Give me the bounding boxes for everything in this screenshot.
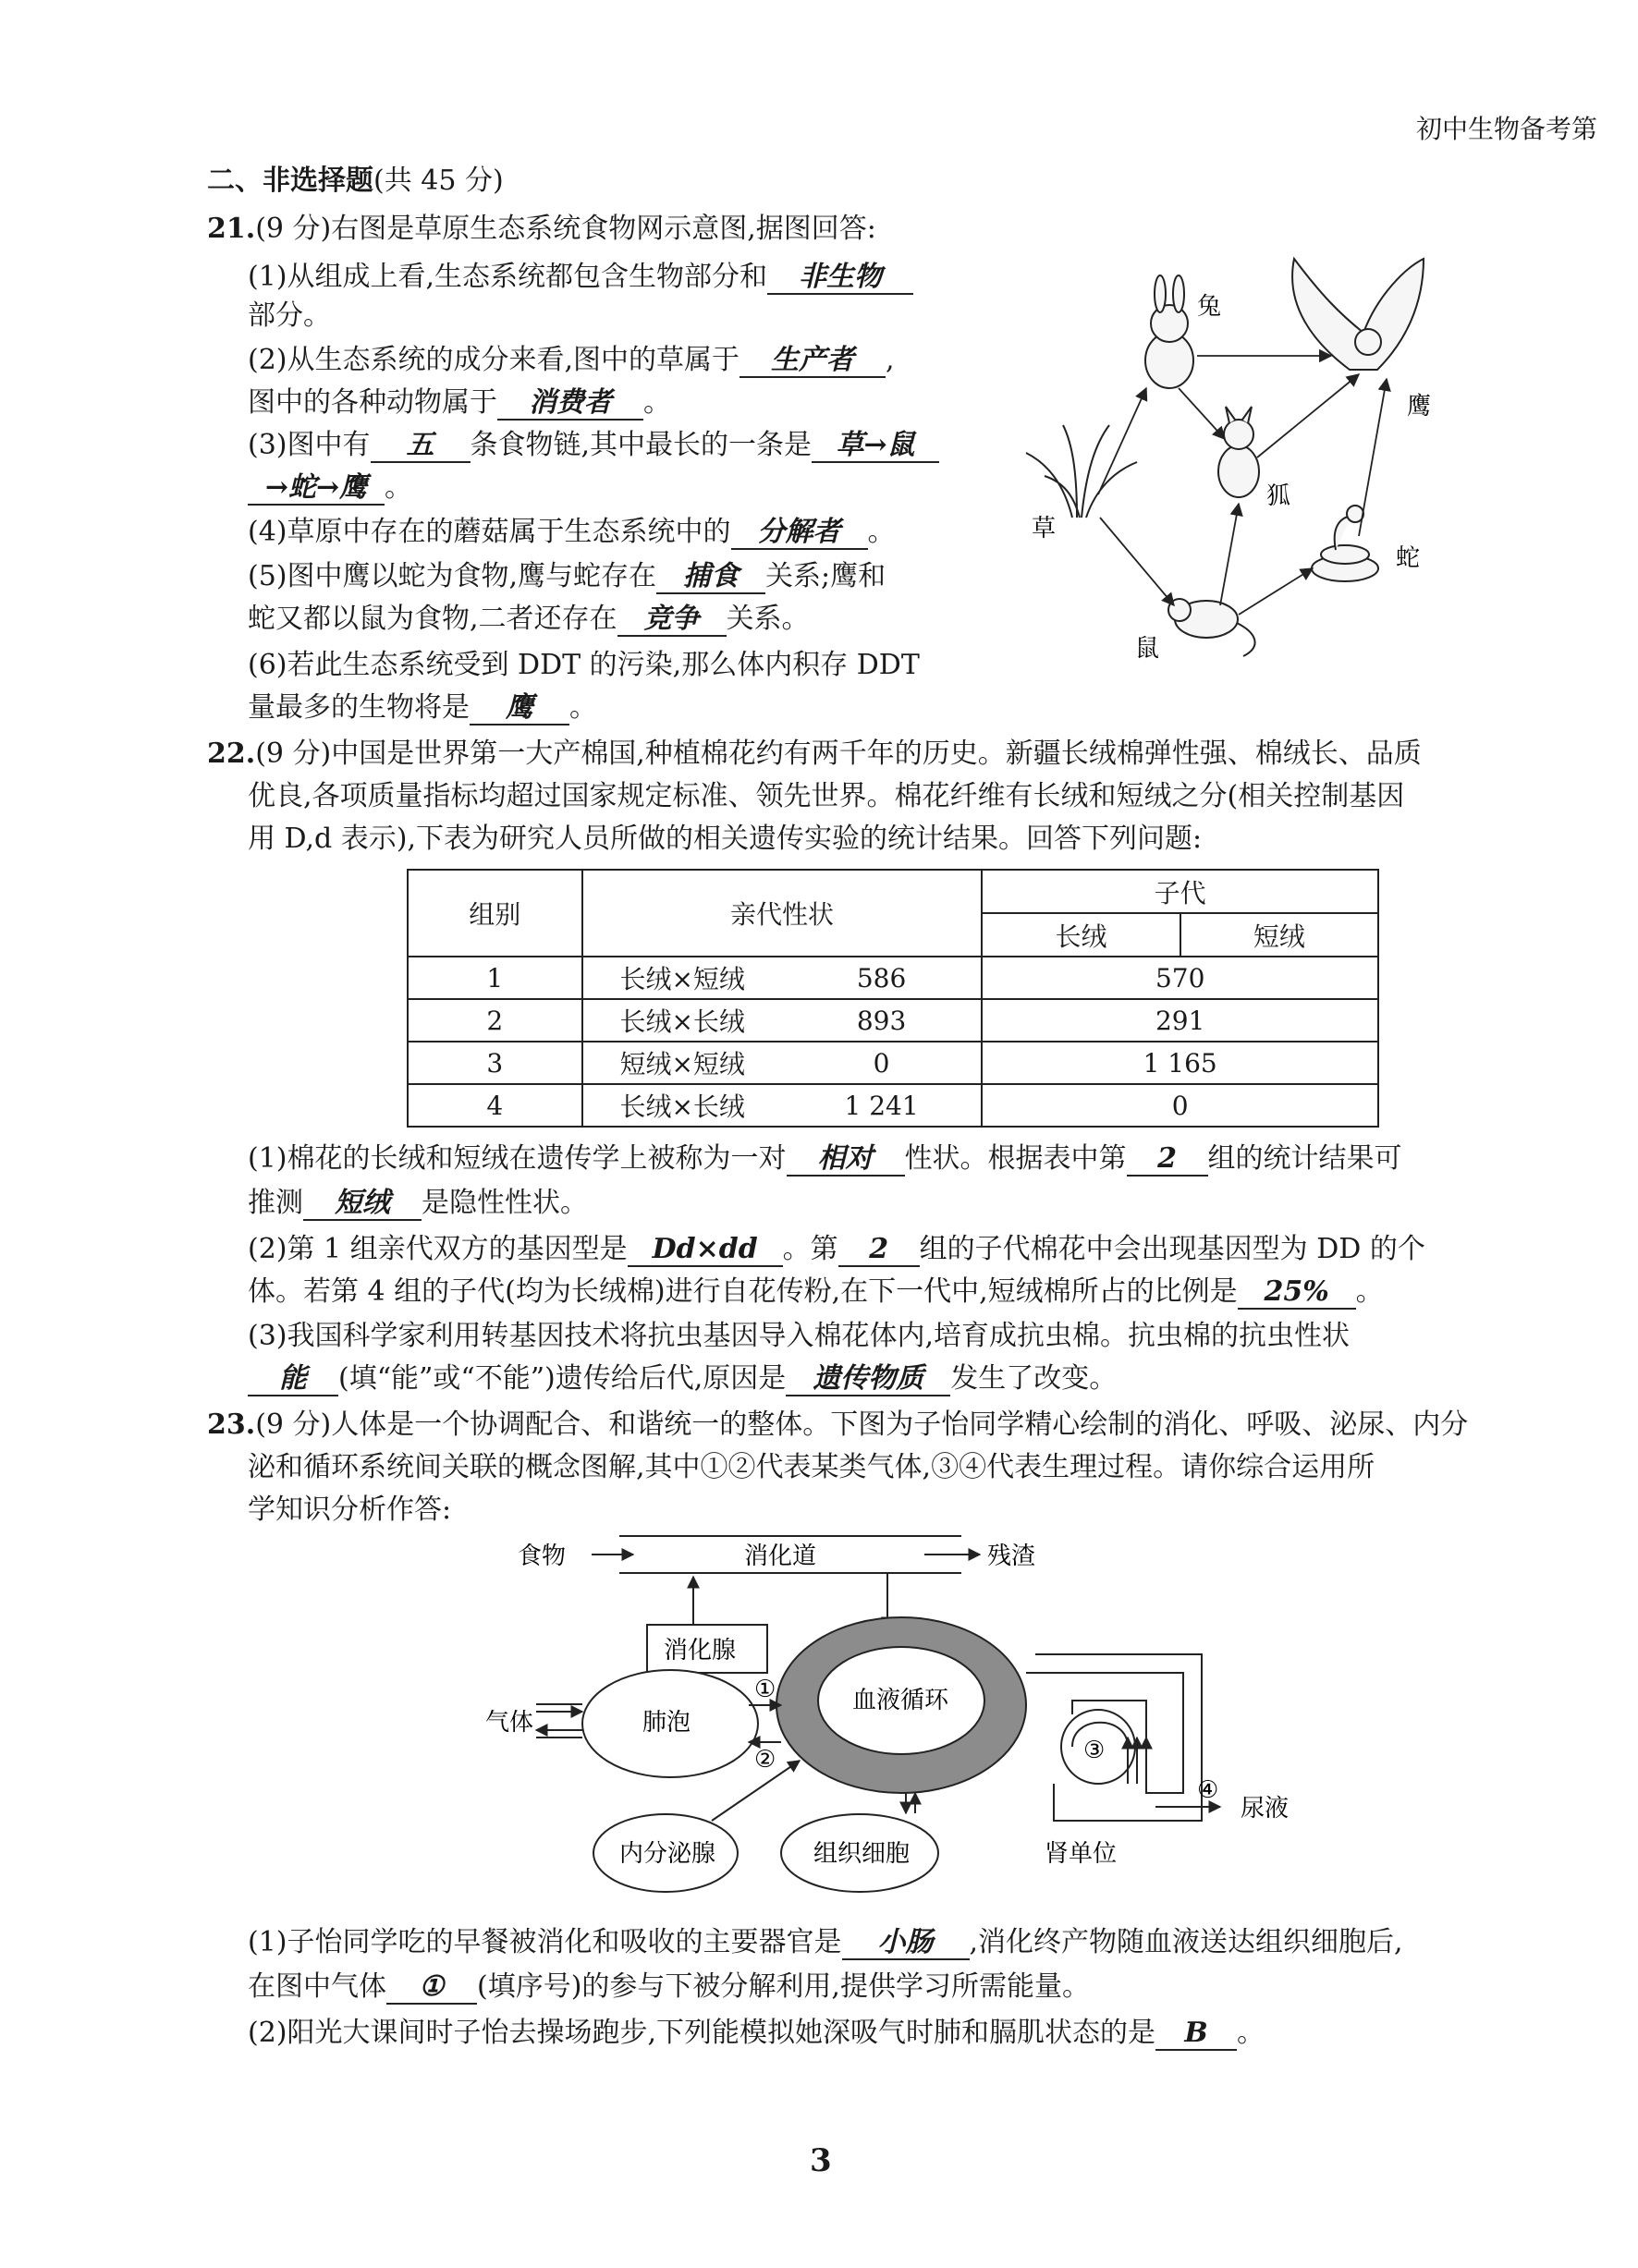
diag-circle-4: ④ xyxy=(1197,1776,1219,1804)
web-label-grass: 草 xyxy=(1032,515,1057,543)
q21-p4a: (4)草原中存在的蘑菇属于生态系统中的 xyxy=(248,516,731,548)
q21-p2c: 图中的各种动物属于 xyxy=(248,386,497,419)
q21-p1b: 部分。 xyxy=(248,299,331,332)
q21-answer-5a: 捕食 xyxy=(656,561,765,594)
q21-p3b: 条食物链,其中最长的一条是 xyxy=(470,429,813,461)
diag-circle-3: ③ xyxy=(1083,1737,1106,1764)
diag-circle-1: ① xyxy=(754,1676,776,1703)
q22-answer-2b: 2 xyxy=(838,1234,920,1267)
q21-p5c: 蛇又都以鼠为食物,二者还存在 xyxy=(248,603,617,635)
web-label-fox: 狐 xyxy=(1266,482,1291,510)
q21-number: 21. xyxy=(207,213,256,245)
q21-p6b: 量最多的生物将是 xyxy=(248,691,470,724)
q21-answer-3a: 五 xyxy=(371,430,471,463)
q21-answer-2b: 消费者 xyxy=(497,387,643,421)
q21-p5d: 关系。 xyxy=(726,603,810,635)
cell-short: 1 165 xyxy=(982,1042,1378,1084)
q22-s2b: 。第 xyxy=(782,1233,838,1265)
q23-s2a: (2)阳光大课间时子怡去操场跑步,下列能模拟她深吸气时肺和膈肌状态的是 xyxy=(248,2017,1156,2049)
q22-answer-2a: Dd×dd xyxy=(628,1234,783,1267)
table-row xyxy=(408,999,1378,1042)
q22-s3b: (填“能”或“不能”)遗传给后代,原因是 xyxy=(338,1362,787,1395)
cell-group: 3 xyxy=(408,1042,582,1084)
q21-p6a: (6)若此生态系统受到 DDT 的污染,那么体内积存 DDT xyxy=(248,649,920,681)
q22-s1e: 是隐性性状。 xyxy=(422,1187,588,1219)
q23-line-1: (9 分)人体是一个协调配合、和谐统一的整体。下图为子怡同学精心绘制的消化、呼吸、泌尿、内分 xyxy=(255,1408,1469,1441)
diag-gland: 消化腺 xyxy=(664,1637,737,1664)
q22-s2e: 。 xyxy=(1355,1275,1384,1308)
running-header: 初中生物备考第 xyxy=(1416,114,1598,144)
q23-s1a: (1)子怡同学吃的早餐被消化和吸收的主要器官是 xyxy=(248,1926,842,1958)
diag-blood: 血液循环 xyxy=(852,1687,949,1714)
q22-line-2: 优良,各项质量指标均超过国家规定标准、领先世界。棉花纤维有长绒和短绒之分(相关控制基因 xyxy=(248,780,1405,812)
diag-circle-2: ② xyxy=(754,1746,776,1774)
q21-answer-3c: →蛇→鹰 xyxy=(248,472,385,506)
fox-icon xyxy=(1218,407,1259,497)
q22-s2d: 体。若第 4 组的子代(均为长绒棉)进行自花传粉,在下一代中,短绒棉所占的比例是 xyxy=(248,1275,1238,1308)
rabbit-icon xyxy=(1145,275,1193,388)
q21-answer-3b: 草→鼠 xyxy=(812,430,939,463)
q21-p6c: 。 xyxy=(569,691,597,724)
q22-answer-2c: 25% xyxy=(1238,1276,1356,1310)
q22-answer-1c: 短绒 xyxy=(303,1188,422,1221)
th-group: 组别 xyxy=(408,870,582,957)
body-systems-diagram xyxy=(481,1516,1313,1904)
web-label-eagle: 鹰 xyxy=(1407,393,1432,421)
cell-long: 1 241 xyxy=(782,1084,983,1127)
diag-urine: 尿液 xyxy=(1241,1795,1290,1823)
cell-long: 586 xyxy=(782,957,983,999)
cell-parent: 长绒×短绒 xyxy=(582,957,782,999)
page-number: 3 xyxy=(810,2142,832,2179)
diag-food: 食物 xyxy=(518,1542,567,1570)
th-long: 长绒 xyxy=(982,913,1180,957)
q23-answer-1b: ① xyxy=(386,1971,477,2005)
q22-s1d: 推测 xyxy=(248,1187,303,1219)
diag-nephron: 肾单位 xyxy=(1045,1840,1118,1868)
q22-s2c: 组的子代棉花中会出现基因型为 DD 的个 xyxy=(919,1233,1425,1265)
q22-answer-1a: 相对 xyxy=(787,1143,905,1177)
q21-p3a: (3)图中有 xyxy=(248,429,371,461)
cell-group: 1 xyxy=(408,957,582,999)
q22-s2a: (2)第 1 组亲代双方的基因型是 xyxy=(248,1233,628,1265)
q22-s1b: 性状。根据表中第 xyxy=(904,1142,1127,1175)
q22-line-3: 用 D,d 表示),下表为研究人员所做的相关遗传实验的统计结果。回答下列问题: xyxy=(248,823,1203,855)
web-label-rabbit: 兔 xyxy=(1197,293,1222,321)
food-web-diagram xyxy=(1008,240,1451,675)
q21-answer-6: 鹰 xyxy=(470,692,569,726)
q22-s1c: 组的统计结果可 xyxy=(1207,1142,1402,1175)
genetics-table xyxy=(407,869,1379,1128)
diag-residue: 残渣 xyxy=(987,1542,1036,1570)
section-title xyxy=(207,163,504,200)
q22-s1a: (1)棉花的长绒和短绒在遗传学上被称为一对 xyxy=(248,1142,787,1175)
q22-line-1: (9 分)中国是世界第一大产棉国,种植棉花约有两千年的历史。新疆长绒棉弹性强、棉绒长、品质 xyxy=(255,738,1422,770)
cell-parent: 长绒×长绒 xyxy=(582,999,782,1042)
q23-s1b: ,消化终产物随血液送达组织细胞后, xyxy=(969,1926,1403,1958)
diag-tissue: 组织细胞 xyxy=(813,1840,911,1868)
q21-p2a: (2)从生态系统的成分来看,图中的草属于 xyxy=(248,344,740,376)
cell-short: 570 xyxy=(982,957,1378,999)
cell-group: 4 xyxy=(408,1084,582,1127)
web-label-snake: 蛇 xyxy=(1396,544,1421,572)
q21-p4b: 。 xyxy=(867,516,896,548)
q23-s1d: (填序号)的参与下被分解利用,提供学习所需能量。 xyxy=(477,1970,1090,2003)
q22-s3c: 发生了改变。 xyxy=(950,1362,1118,1395)
q21-p3c: 。 xyxy=(385,471,412,504)
diag-gas: 气体 xyxy=(485,1709,534,1737)
table-row xyxy=(408,1042,1378,1084)
th-short: 短绒 xyxy=(1180,913,1378,957)
cell-long: 0 xyxy=(782,1042,983,1084)
cell-parent: 长绒×长绒 xyxy=(582,1084,782,1127)
q21-answer-2a: 生产者 xyxy=(740,345,886,378)
mouse-icon xyxy=(1168,599,1255,656)
q21-p5b: 关系;鹰和 xyxy=(765,560,886,592)
eagle-icon xyxy=(1292,259,1424,370)
q23-answer-2a: B xyxy=(1155,2018,1237,2051)
q21-p1a: (1)从组成上看,生态系统都包含生物部分和 xyxy=(248,261,768,293)
snake-icon xyxy=(1312,506,1378,581)
table-row xyxy=(408,957,1378,999)
web-label-mouse: 鼠 xyxy=(1135,635,1160,663)
cell-short: 0 xyxy=(982,1084,1378,1127)
q22-s3a: (3)我国科学家利用转基因技术将抗虫基因导入棉花体内,培育成抗虫棉。抗虫棉的抗虫性状 xyxy=(248,1320,1351,1352)
cell-group: 2 xyxy=(408,999,582,1042)
q22-answer-3b: 遗传物质 xyxy=(786,1363,950,1396)
q23-line-3: 学知识分析作答: xyxy=(248,1494,452,1526)
grass-icon xyxy=(1026,425,1137,518)
cell-parent: 短绒×短绒 xyxy=(582,1042,782,1084)
cell-long: 893 xyxy=(782,999,983,1042)
section-title-text: 二、非选择题 xyxy=(207,165,373,197)
q21-answer-4: 分解者 xyxy=(731,517,868,550)
q21-answer-5b: 竞争 xyxy=(617,604,727,637)
section-note: (共 45 分) xyxy=(373,165,504,197)
q22-number: 22. xyxy=(207,738,256,770)
q23-line-2: 泌和循环系统间关联的概念图解,其中①②代表某类气体,③④代表生理过程。请你综合运用所 xyxy=(248,1451,1375,1483)
q21-p2d: 。 xyxy=(643,386,671,419)
cell-short: 291 xyxy=(982,999,1378,1042)
q21-p2b: , xyxy=(886,344,895,376)
q23-number: 23. xyxy=(207,1408,256,1441)
diag-tract: 消化道 xyxy=(744,1542,817,1570)
q22-answer-3a: 能 xyxy=(248,1363,338,1396)
q23-s2b: 。 xyxy=(1237,2017,1265,2049)
q21-answer-1: 非生物 xyxy=(767,262,913,295)
table-row xyxy=(408,1084,1378,1127)
q21-stem: (9 分)右图是草原生态系统食物网示意图,据图回答: xyxy=(255,213,876,245)
q23-answer-1a: 小肠 xyxy=(842,1927,970,1960)
q22-answer-1b: 2 xyxy=(1127,1143,1208,1177)
th-parent: 亲代性状 xyxy=(582,870,983,957)
q23-s1c: 在图中气体 xyxy=(248,1970,386,2003)
diag-endocrine: 内分泌腺 xyxy=(619,1840,716,1868)
diag-alveoli: 肺泡 xyxy=(642,1709,691,1737)
q21-p5a: (5)图中鹰以蛇为食物,鹰与蛇存在 xyxy=(248,560,657,592)
th-offspring: 子代 xyxy=(982,870,1378,913)
